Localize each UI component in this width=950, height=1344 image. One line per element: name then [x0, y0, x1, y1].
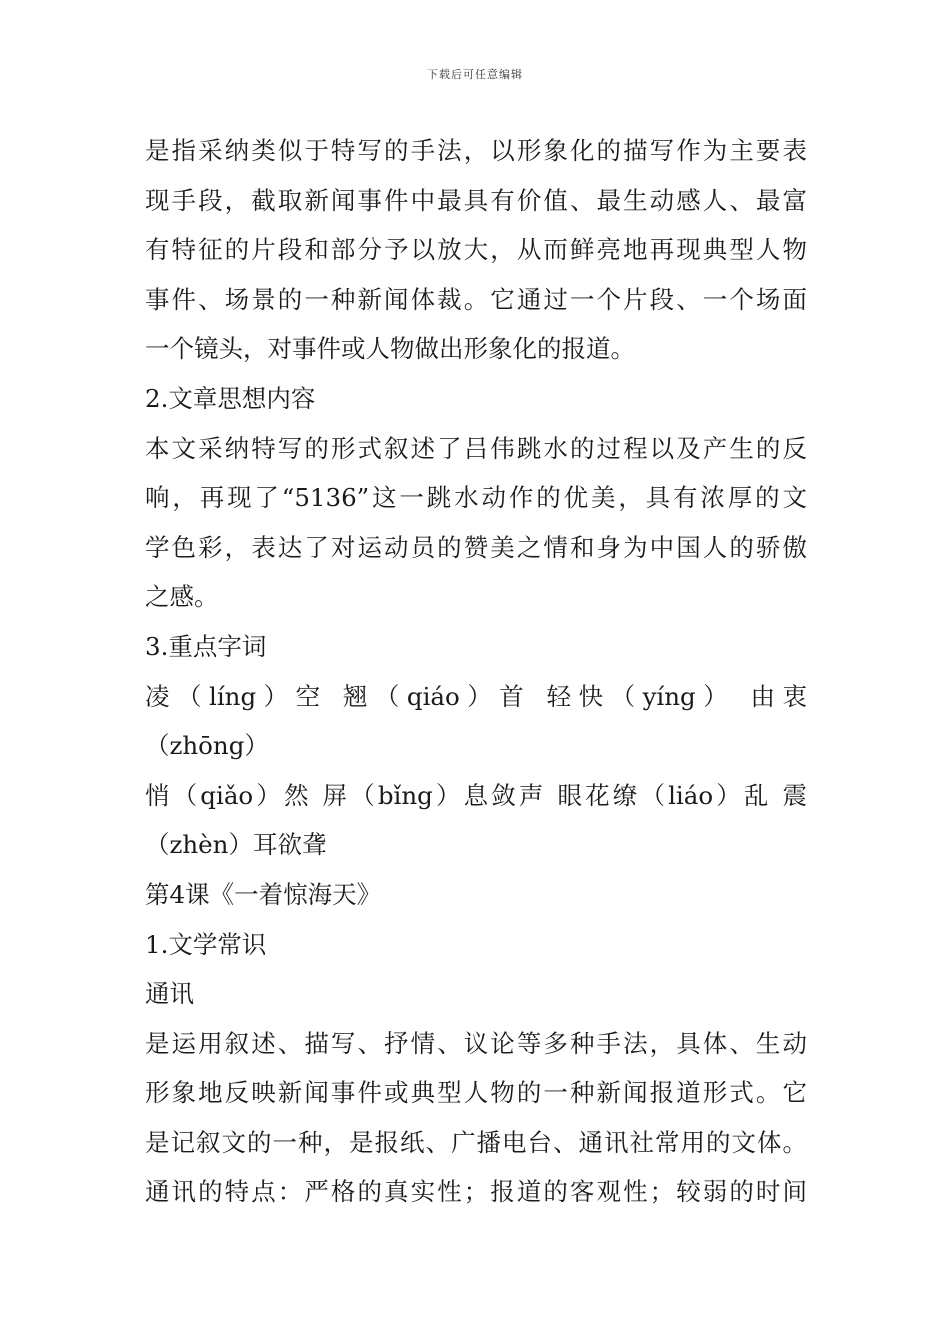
term-heading: 通讯	[145, 979, 194, 1009]
text-line: 本文采纳特写的形式叙述了吕伟跳水的过程以及产生的反	[145, 433, 807, 463]
text-line: 之感。	[145, 582, 219, 612]
text-line: 一个镜头，对事件或人物做出形象化的报道。	[145, 334, 635, 364]
section-heading: 2.文章思想内容	[145, 383, 316, 413]
section-heading: 3.重点字词	[145, 631, 267, 661]
text-line: 通讯的特点：严格的真实性；报道的客观性；较弱的时间	[145, 1177, 807, 1207]
section-heading: 1.文学常识	[145, 929, 267, 959]
text-line: 响，再现了“5136”这一跳水动作的优美，具有浓厚的文	[145, 483, 807, 513]
text-line: 学色彩，表达了对运动员的赞美之情和身为中国人的骄傲	[145, 532, 807, 562]
vocab-line: 悄（qiǎo）然 屏（bǐng）息敛声 眼花缭（liáo）乱 震	[145, 780, 807, 810]
header-note: 下载后可任意编辑	[427, 68, 523, 81]
vocab-line: （zhōng）	[145, 731, 269, 761]
document-body	[145, 126, 807, 1217]
vocab-line: 凌（líng）空 翘（qiáo）首 轻快（yíng） 由衷	[145, 681, 807, 711]
text-line: 现手段，截取新闻事件中最具有价值、最生动感人、最富	[145, 185, 807, 215]
vocab-line: （zhèn）耳欲聋	[145, 830, 327, 860]
text-line: 有特征的片段和部分予以放大，从而鲜亮地再现典型人物	[145, 235, 807, 265]
text-line: 是指采纳类似于特写的手法，以形象化的描写作为主要表	[145, 136, 807, 165]
text-line: 事件、场景的一种新闻体裁。它通过一个片段、一个场面	[145, 284, 807, 314]
lesson-title: 第4课《一着惊海天》	[145, 879, 382, 909]
text-line: 是运用叙述、描写、抒情、议论等多种手法，具体、生动	[145, 1028, 807, 1058]
text-line: 形象地反映新闻事件或典型人物的一种新闻报道形式。它	[145, 1078, 807, 1108]
text-line: 是记叙文的一种，是报纸、广播电台、通讯社常用的文体。	[145, 1127, 807, 1157]
